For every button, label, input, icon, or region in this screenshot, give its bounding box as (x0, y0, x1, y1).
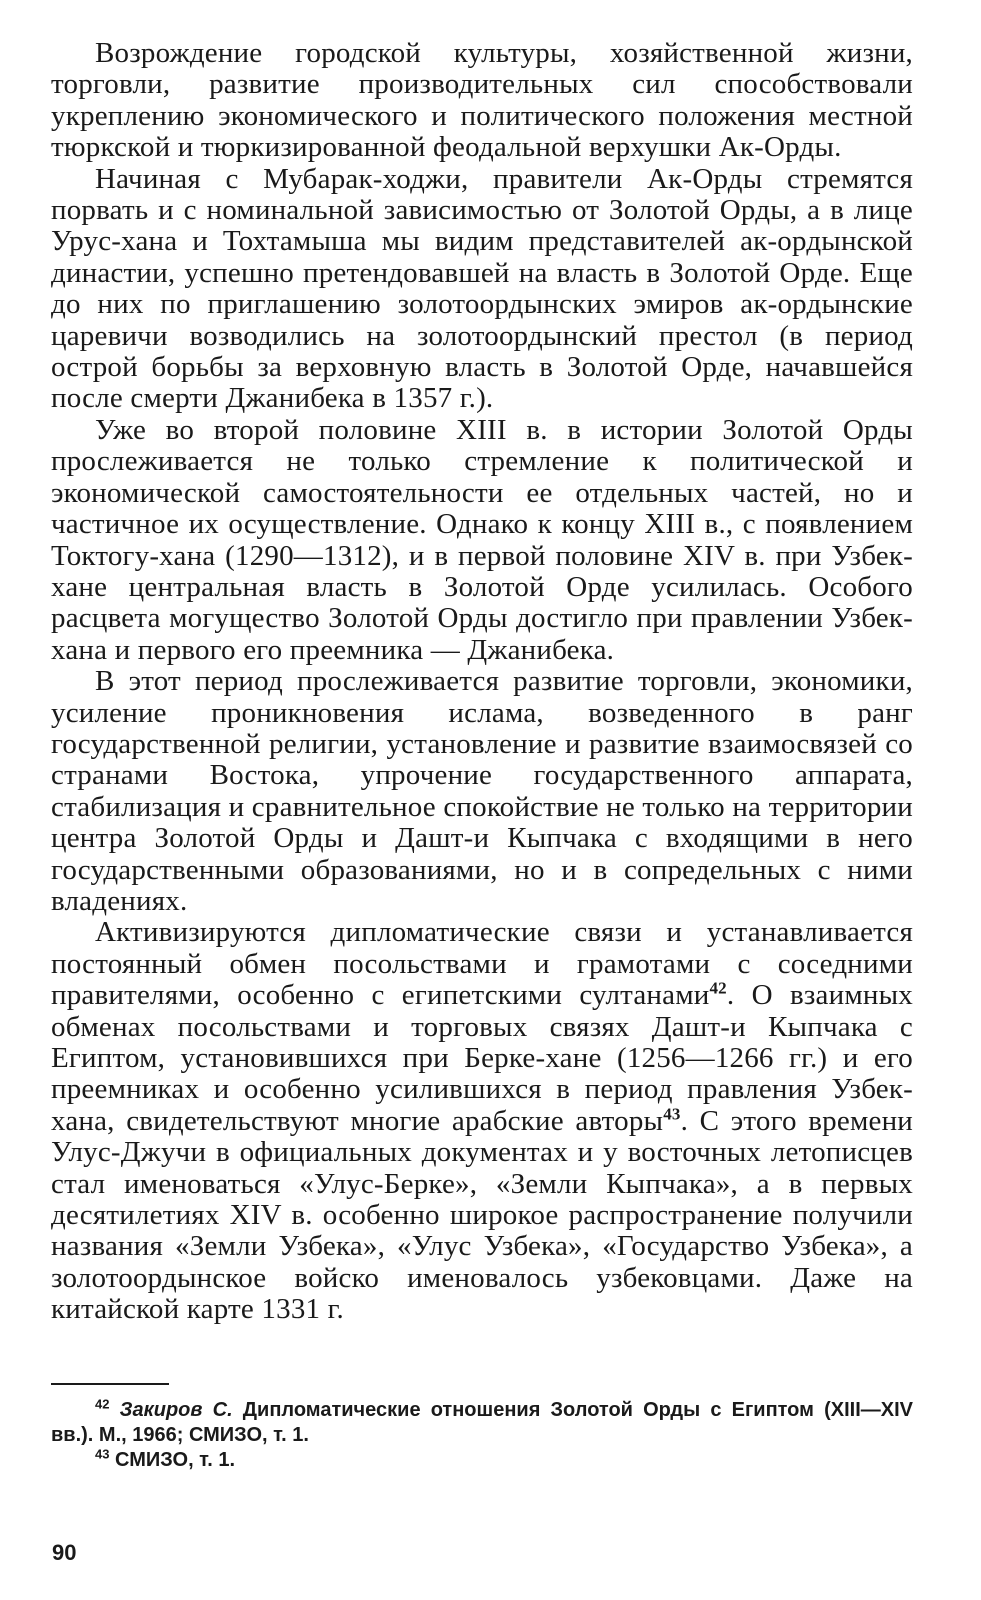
footnote-text: Дипломатические отношения Золотой Орды с Египтом (XIII—XIV вв.). М., 1966; СМИЗО, т. 1. (51, 1399, 913, 1446)
paragraph-5-part-1: Активизируются дипломатические связи и устанавливается постоянный обмен посольствами и грамотами с соседними правителями, особенно с египетскими султанами (51, 916, 913, 1012)
paragraph-4: В этот период прослеживается развитие торговли, экономики, усиление проникновения ислама, возведенного в ранг государственной религии, установление и развитие взаимосвязей со странами Востока, упрочение государственного аппарата, стабилизация и сравнительное спокойствие не только на территории центра Золотой Орды и Дашт-и Кыпчака с входящими в него государственными образованиями, но и в сопредельных с ними владениях. (51, 665, 913, 917)
footnote-reference-43[interactable]: 43 (663, 1104, 681, 1124)
footnote-42 (51, 1398, 913, 1448)
footnote-number: 43 (95, 1446, 110, 1462)
page-body (51, 38, 913, 1326)
footnote-divider (51, 1383, 169, 1385)
paragraph-3: Уже во второй половине XIII в. в истории Золотой Орды прослеживается не только стремление к политической и экономической самостоятельности ее отдельных частей, но и частичное их осуществление. Однако к концу XIII в., с появлением Токтогу-хана (1290—1312), и в первой половине XIV в. при Узбек-хане центральная власть в Золотой Орде усилилась. Особого расцвета могущество Золотой Орды достигло при правлении Узбек-хана и первого его преемника — Джанибека. (51, 413, 913, 666)
page-number: 90 (52, 1540, 77, 1565)
paragraph-2: Начиная с Мубарак-ходжи, правители Ак-Орды стремятся порвать и с номинальной зависимостью от Золотой Орды, а в лице Урус-хана и Тохтамыша мы видим представителей ак-ордынской династии, успешно претендовавшей на власть в Золотой Орде. Еще до них по приглашению золотоордынских эмиров ак-ордынские царевичи возводились на золотоордынский престол (в период острой борьбы за верховную власть в Золотой Орде, начавшейся после смерти Джанибека в 1357 г.). (51, 162, 913, 415)
footnote-number: 42 (95, 1396, 110, 1412)
footnote-reference-42[interactable]: 42 (709, 978, 727, 998)
footnote-43 (51, 1448, 913, 1473)
footnotes (51, 1398, 913, 1473)
paragraph-5-part-2: . О взаимных обменах посольствами и торговых связях Дашт-и Кыпчака с Египтом, установившихся при Берке-хане (1256—1266 гг.) и его преемниках и особенно усилившихся в период правления Узбек-хана, свидетельствуют многие арабские авторы (51, 979, 913, 1137)
main-text (51, 38, 913, 1326)
paragraph-5-part-3: . С этого времени Улус-Джучи в официальных документах и у восточных летописцев стал именоваться «Улус-Берке», «Земли Кыпчака», а в первых десятилетиях XIV в. особенно широкое распространение получили названия «Земли Узбека», «Улус Узбека», «Государство Узбека», а золотоордынское войско именовалось узбековцами. Даже на китайской карте 1331 г. (51, 1104, 914, 1326)
paragraph-5 (51, 917, 913, 1325)
footnote-text: СМИЗО, т. 1. (109, 1449, 236, 1471)
footnote-author: Закиров С. (119, 1399, 233, 1421)
paragraph-1: Возрождение городской культуры, хозяйственной жизни, торговли, развитие производительных сил способствовали укреплению экономического и политического положения местной тюркской и тюркизированной феодальной верхушки Ак-Орды. (51, 37, 913, 164)
